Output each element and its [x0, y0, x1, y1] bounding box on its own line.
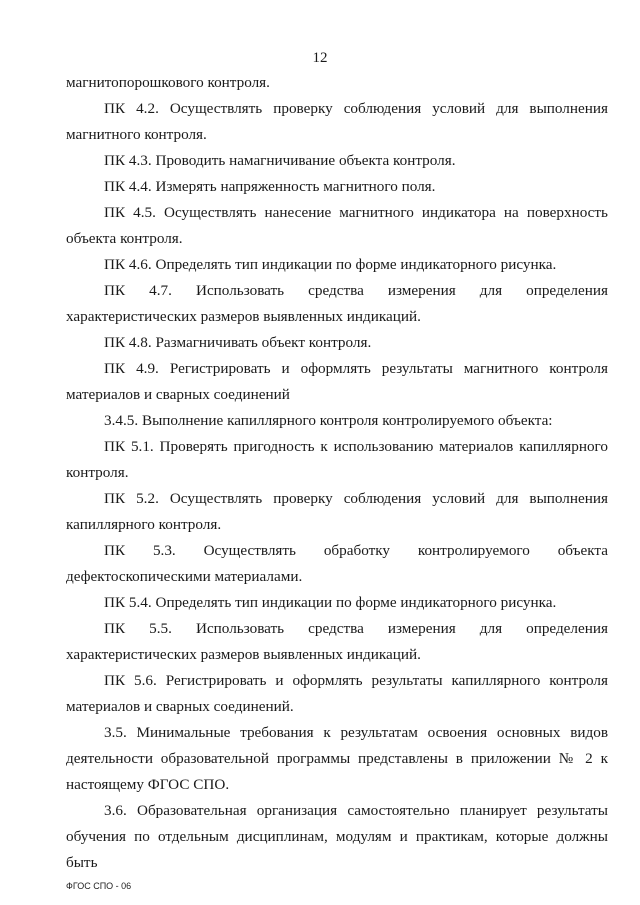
- paragraph: 3.5. Минимальные требования к результатам освоения основных видов деятельности образовательной программы представлены в приложении № 2 к настоящему ФГОС СПО.: [66, 724, 608, 793]
- paragraph: ПК 5.1. Проверять пригодность к использованию материалов капиллярного контроля.: [66, 438, 608, 481]
- paragraph: ПК 4.3. Проводить намагничивание объекта контроля.: [104, 152, 456, 169]
- paragraph: ПК 4.7. Использовать средства измерения для определения характеристических размеров выявленных индикаций.: [66, 282, 608, 325]
- paragraph: ПК 4.2. Осуществлять проверку соблюдения условий для выполнения магнитного контроля.: [66, 100, 608, 143]
- paragraph: магнитопорошкового контроля.: [66, 74, 270, 91]
- paragraph: ПК 5.3. Осуществлять обработку контролируемого объекта дефектоскопическими материалами.: [66, 542, 608, 585]
- footer-label: ФГОС СПО - 06: [66, 881, 132, 891]
- page-number: 12: [312, 50, 328, 66]
- paragraph: ПК 4.6. Определять тип индикации по форме индикаторного рисунка.: [104, 256, 557, 273]
- paragraph: ПК 5.5. Использовать средства измерения для определения характеристических размеров выявленных индикаций.: [66, 620, 608, 663]
- paragraph: ПК 5.4. Определять тип индикации по форме индикаторного рисунка.: [104, 594, 557, 611]
- paragraph: 3.6. Образовательная организация самостоятельно планирует результаты обучения по отдельным дисциплинам, модулям и практикам, которые должны быть: [66, 802, 608, 871]
- paragraph: ПК 5.6. Регистрировать и оформлять результаты капиллярного контроля материалов и сварных соединений.: [66, 672, 608, 715]
- paragraph: ПК 4.9. Регистрировать и оформлять результаты магнитного контроля материалов и сварных соединений: [66, 360, 608, 403]
- document-body: [66, 70, 608, 876]
- section-heading: 3.4.5. Выполнение капиллярного контроля контролируемого объекта:: [104, 412, 553, 429]
- paragraph: ПК 5.2. Осуществлять проверку соблюдения условий для выполнения капиллярного контроля.: [66, 490, 608, 533]
- paragraph: ПК 4.5. Осуществлять нанесение магнитного индикатора на поверхность объекта контроля.: [66, 204, 608, 247]
- paragraph: ПК 4.8. Размагничивать объект контроля.: [104, 334, 372, 351]
- paragraph: ПК 4.4. Измерять напряженность магнитного поля.: [104, 178, 436, 195]
